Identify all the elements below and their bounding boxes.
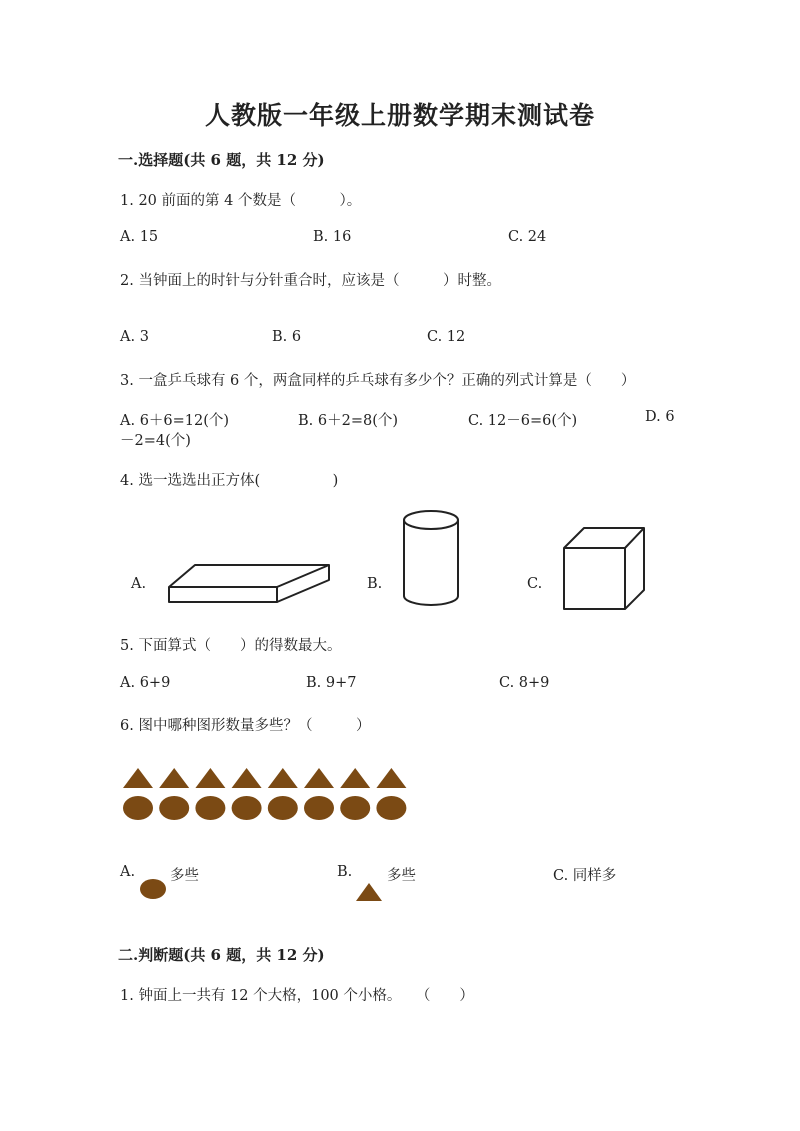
q2-option-b: B. 6 bbox=[272, 329, 302, 345]
question-1: 1. 20 前面的第 4 个数是（ ）。 bbox=[120, 193, 362, 209]
triangle-shape bbox=[268, 768, 298, 788]
q1-option-a: A. 15 bbox=[120, 229, 159, 245]
q2-option-c: C. 12 bbox=[427, 329, 466, 345]
triangle-shape bbox=[376, 768, 406, 788]
cube-figure bbox=[560, 524, 650, 614]
cuboid-figure bbox=[165, 560, 335, 608]
circle-shape bbox=[340, 796, 370, 820]
circle-shape bbox=[195, 796, 225, 820]
triangle-shape bbox=[195, 768, 225, 788]
q4-option-c: C. bbox=[527, 576, 543, 592]
q6-option-a-circle-icon bbox=[139, 878, 167, 900]
circle-shape bbox=[268, 796, 298, 820]
circle-shape bbox=[232, 796, 262, 820]
triangle-shape bbox=[340, 768, 370, 788]
q1-option-b: B. 16 bbox=[313, 229, 352, 245]
cylinder-figure bbox=[400, 508, 462, 610]
q3-option-d-continued: －2=4(个) bbox=[120, 433, 191, 449]
q6-option-b-triangle-icon bbox=[355, 882, 383, 902]
section-heading-choice: 一.选择题(共 6 题，共 12 分) bbox=[118, 151, 325, 169]
circle-shape bbox=[376, 796, 406, 820]
judgement-1: 1. 钟面上一共有 12 个大格，100 个小格。 （ ） bbox=[120, 988, 474, 1004]
q1-option-c: C. 24 bbox=[508, 229, 547, 245]
q2-option-a: A. 3 bbox=[120, 329, 149, 345]
q3-option-b: B. 6＋2=8(个) bbox=[298, 413, 399, 429]
q3-option-a: A. 6＋6=12(个) bbox=[120, 413, 230, 429]
page-title: 人教版一年级上册数学期末测试卷 bbox=[204, 101, 595, 130]
triangle-shape bbox=[304, 768, 334, 788]
q6-option-a: A. bbox=[120, 864, 136, 880]
question-2: 2. 当钟面上的时针与分针重合时，应该是（ ）时整。 bbox=[120, 273, 501, 289]
triangle-shape bbox=[159, 768, 189, 788]
q5-option-c: C. 8+9 bbox=[499, 675, 550, 691]
q4-option-a: A. bbox=[131, 576, 147, 592]
q6-option-c: C. 同样多 bbox=[553, 868, 617, 884]
circle-shape bbox=[123, 796, 153, 820]
question-4: 4. 选一选选出正方体( ) bbox=[120, 473, 339, 489]
q3-option-d: D. 6 bbox=[645, 409, 675, 425]
circle-shape bbox=[159, 796, 189, 820]
question-6: 6. 图中哪种图形数量多些？（ ） bbox=[120, 718, 371, 734]
q6-option-b-label: 多些 bbox=[387, 868, 416, 884]
q5-option-a: A. 6+9 bbox=[120, 675, 171, 691]
question-5: 5. 下面算式（ ）的得数最大。 bbox=[120, 638, 342, 654]
q4-option-b: B. bbox=[367, 576, 383, 592]
section-heading-judgement: 二.判断题(共 6 题，共 12 分) bbox=[118, 946, 325, 964]
shape-rows-figure bbox=[115, 760, 415, 830]
triangle-shape bbox=[123, 768, 153, 788]
q6-option-a-label: 多些 bbox=[170, 868, 199, 884]
circle-shape bbox=[304, 796, 334, 820]
q5-option-b: B. 9+7 bbox=[306, 675, 357, 691]
question-3: 3. 一盒乒乓球有 6 个，两盒同样的乒乓球有多少个？正确的列式计算是（ ） bbox=[120, 373, 636, 389]
q6-option-b: B. bbox=[337, 864, 353, 880]
q3-option-c: C. 12－6=6(个) bbox=[468, 413, 578, 429]
triangle-shape bbox=[232, 768, 262, 788]
